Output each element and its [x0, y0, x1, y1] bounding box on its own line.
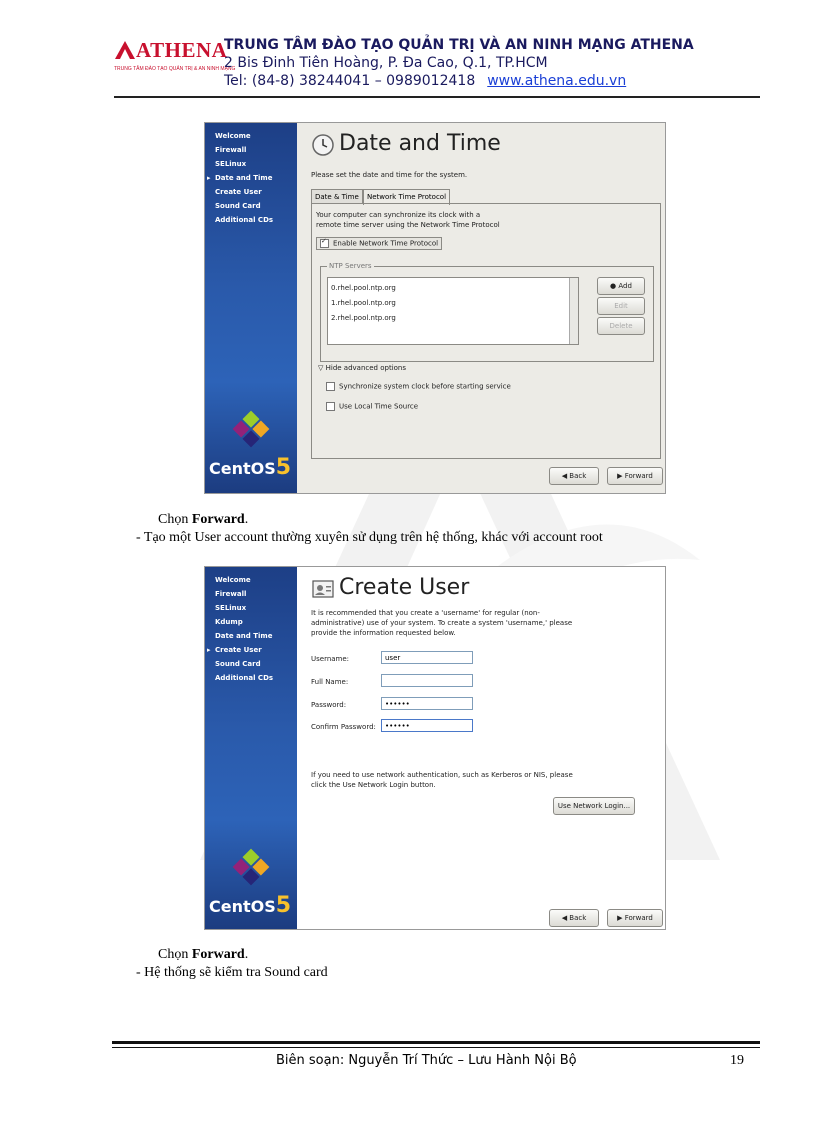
header-website-link[interactable]: www.athena.edu.vn: [487, 73, 627, 89]
hide-advanced-label: Hide advanced options: [325, 364, 406, 372]
caption-2: [158, 947, 248, 963]
local-time-checkbox[interactable]: [326, 402, 418, 411]
checkbox-icon: [326, 382, 335, 391]
forward-label: Forward: [624, 914, 653, 922]
forward-button[interactable]: ▶ Forward: [607, 467, 663, 485]
brand-number: 5: [275, 455, 292, 480]
password-input[interactable]: ••••••: [381, 697, 473, 710]
sidebar-item: SELinux: [215, 604, 247, 612]
delete-server-button[interactable]: Delete: [597, 317, 645, 335]
caption-bold: Forward: [191, 947, 245, 962]
user-card-icon: [311, 577, 335, 601]
add-server-button[interactable]: ● Add: [597, 277, 645, 295]
page-header: [114, 34, 760, 98]
centos-brand: [209, 893, 291, 918]
back-label: Back: [569, 914, 587, 922]
add-label: Add: [618, 282, 632, 290]
confirm-password-label: Confirm Password:: [311, 723, 376, 731]
checkbox-icon: [326, 402, 335, 411]
sidebar-item: Create User: [215, 188, 262, 196]
enable-ntp-checkbox[interactable]: [316, 237, 442, 250]
sync-clock-label: Synchronize system clock before starting service: [339, 382, 511, 391]
sidebar-item: ▸ Date and Time: [215, 171, 273, 185]
caption-suffix: .: [244, 947, 249, 962]
hide-advanced-toggle[interactable]: ▽ Hide advanced options: [318, 364, 406, 372]
logo-tagline: TRUNG TÂM ĐÀO TẠO QUẢN TRỊ & AN NINH MẠNG: [114, 66, 236, 72]
centos-logo-icon: [231, 409, 271, 449]
sidebar-item: Sound Card: [215, 202, 261, 210]
header-title: TRUNG TÂM ĐÀO TẠO QUẢN TRỊ VÀ AN NINH MẠNG ATHENA: [224, 37, 694, 53]
server-list-item[interactable]: 0.rhel.pool.ntp.org: [331, 284, 396, 292]
checkbox-icon: [320, 239, 329, 248]
athena-logo-mark-icon: [114, 40, 136, 60]
sidebar: [205, 567, 297, 929]
back-button[interactable]: ◀ Back: [549, 467, 599, 485]
page-title: Create User: [339, 575, 470, 600]
sidebar: [205, 123, 297, 493]
server-list-item[interactable]: 2.rhel.pool.ntp.org: [331, 314, 396, 322]
sidebar-item: Welcome: [215, 132, 251, 140]
network-auth-2: click the Use Network Login button.: [311, 781, 436, 789]
centos-brand: [209, 455, 291, 480]
ntp-servers-label: NTP Servers: [329, 262, 372, 270]
sidebar-item: Additional CDs: [215, 674, 274, 682]
sidebar-item: Kdump: [215, 618, 243, 626]
forward-label: Forward: [624, 472, 653, 480]
enable-ntp-label: Enable Network Time Protocol: [333, 239, 439, 248]
screenshot-create-user: [204, 566, 666, 930]
tab-ntp[interactable]: Network Time Protocol: [363, 189, 450, 205]
forward-button[interactable]: ▶ Forward: [607, 909, 663, 927]
header-rule: [114, 96, 760, 98]
header-contact: [224, 72, 694, 90]
tab-content: [311, 203, 661, 459]
page-number: 19: [730, 1053, 744, 1068]
centos-logo-icon: [231, 847, 271, 887]
edit-server-button[interactable]: Edit: [597, 297, 645, 315]
sync-clock-checkbox[interactable]: [326, 382, 511, 391]
sidebar-item: Welcome: [215, 576, 251, 584]
caption-1: [158, 512, 248, 528]
footer-rule-thick: [112, 1041, 760, 1044]
bullet-2: - Hệ thống sẽ kiểm tra Sound card: [136, 965, 328, 980]
header-address: 2 Bis Đinh Tiên Hoàng, P. Đa Cao, Q.1, TP.HCM: [224, 55, 548, 71]
sidebar-item: Additional CDs: [215, 216, 274, 224]
sidebar-item: ▸ Create User: [215, 643, 273, 657]
intro-2: administrative) use of your system. To create a system 'username,' please: [311, 619, 573, 627]
fullname-label: Full Name:: [311, 678, 349, 686]
brand-word: CentOS: [209, 459, 276, 478]
username-input[interactable]: user: [381, 651, 473, 664]
back-button[interactable]: ◀ Back: [549, 909, 599, 927]
use-network-login-button[interactable]: Use Network Login...: [553, 797, 635, 815]
sidebar-item: Sound Card: [215, 660, 261, 668]
main-panel: [297, 567, 665, 929]
network-auth-1: If you need to use network authentication, such as Kerberos or NIS, please: [311, 771, 573, 779]
ntp-description-2: remote time server using the Network Time Protocol: [316, 221, 500, 229]
page-title: Date and Time: [339, 131, 501, 156]
sidebar-item: Date and Time: [215, 632, 273, 640]
brand-number: 5: [275, 893, 292, 918]
clock-icon: [311, 133, 335, 157]
username-label: Username:: [311, 655, 350, 663]
footer-rule-thin: [112, 1047, 760, 1048]
sidebar-item: Firewall: [215, 590, 247, 598]
tab-date-time[interactable]: Date & Time: [311, 189, 363, 204]
sidebar-item: Firewall: [215, 146, 247, 154]
brand-word: CentOS: [209, 897, 276, 916]
footer-text: Biên soạn: Nguyễn Trí Thức – Lưu Hành Nội Bộ: [276, 1053, 577, 1068]
intro-3: provide the information requested below.: [311, 629, 456, 637]
header-phone: Tel: (84-8) 38244041 – 0989012418: [224, 73, 476, 89]
caption-suffix: .: [244, 512, 249, 527]
sidebar-item: SELinux: [215, 160, 247, 168]
ntp-description-1: Your computer can synchronize its clock with a: [316, 211, 481, 219]
server-list[interactable]: [327, 277, 579, 345]
fullname-input[interactable]: [381, 674, 473, 687]
scrollbar[interactable]: [569, 278, 578, 344]
caption-bold: Forward: [191, 512, 245, 527]
caption-prefix: Chọn: [158, 947, 192, 962]
ntp-servers-group: [320, 262, 654, 362]
confirm-password-input[interactable]: ••••••: [381, 719, 473, 732]
password-label: Password:: [311, 701, 347, 709]
local-time-label: Use Local Time Source: [339, 402, 419, 411]
athena-logo: [114, 38, 236, 94]
logo-word: ATHENA: [136, 38, 228, 62]
server-list-item[interactable]: 1.rhel.pool.ntp.org: [331, 299, 396, 307]
bullet-1: - Tạo một User account thường xuyên sử dụng trên hệ thống, khác với account root: [136, 530, 603, 545]
screenshot-date-time: [204, 122, 666, 494]
back-label: Back: [569, 472, 587, 480]
intro-1: It is recommended that you create a 'username' for regular (non-: [311, 609, 540, 617]
caption-prefix: Chọn: [158, 512, 192, 527]
main-panel: [297, 123, 665, 493]
subtitle: Please set the date and time for the system.: [311, 171, 468, 179]
